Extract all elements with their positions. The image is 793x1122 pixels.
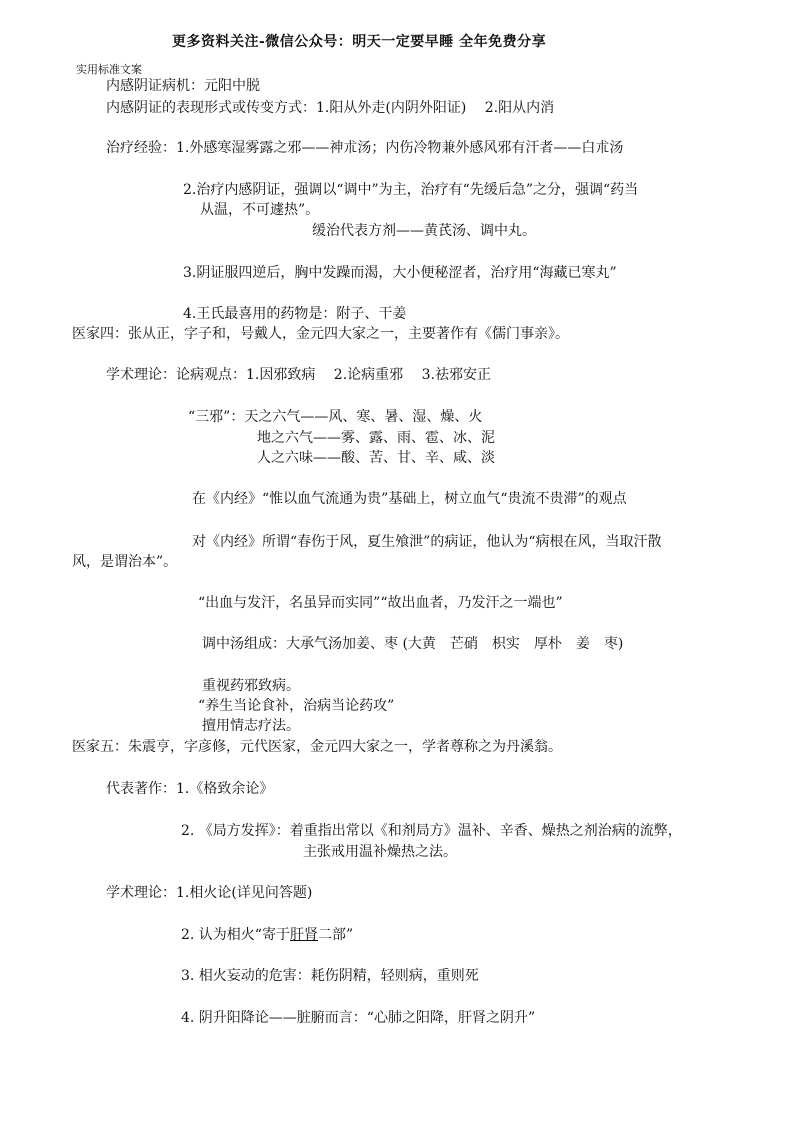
text-segment: 二部”	[317, 927, 354, 943]
text-line: “出血与发汗，名虽异而实同”“故出血者，乃发汗之一端也”	[198, 595, 563, 611]
text-line: 学术理论：1.相火论(详见问答题)	[106, 885, 313, 901]
text-segment: 2. 认为相火“寄于	[181, 927, 290, 943]
text-line: 3. 相火妄动的危害：耗伤阴精，轻则病，重则死	[181, 968, 479, 984]
text-line: “养生当论食补，治病当论药攻”	[198, 698, 395, 714]
text-line: 2.治疗内感阴证，强调以“调中”为主，治疗有“先缓后急”之分，强调“药当	[183, 182, 639, 198]
text-line: 学术理论：论病观点：1.因邪致病 2.论病重邪 3.祛邪安正	[106, 367, 491, 383]
text-line: 缓治代表方剂——黄芪汤、调中丸。	[312, 223, 536, 239]
text-line: 从温，不可遽热”。	[200, 202, 320, 218]
text-line: “三邪”：天之六气——风、寒、暑、湿、燥、火	[188, 409, 483, 425]
text-line: 2. 《局方发挥》：着重指出常以《和剂局方》温补、辛香、燥热之剂治病的流弊，	[181, 823, 682, 839]
text-line: 调中汤组成：大承气汤加姜、枣 (大黄 芒硝 枳实 厚朴 姜 枣)	[202, 636, 624, 652]
text-line	[181, 926, 353, 944]
text-line: 4.王氏最喜用的药物是：附子、干姜	[183, 306, 407, 322]
page-banner: 更多资料关注-微信公众号：明天一定要早睡 全年免费分享	[172, 34, 547, 50]
section-heading: 医家五：朱震亨，字彦修，元代医家，金元四大家之一，学者尊称之为丹溪翁。	[72, 739, 562, 755]
text-line: 人之六味——酸、苦、甘、辛、咸、淡	[257, 450, 495, 466]
text-line: 3.阴证服四逆后，胸中发躁而渴，大小便秘涩者，治疗用“海藏已寒丸”	[183, 265, 617, 281]
page-subtitle: 实用标准文案	[76, 63, 142, 76]
text-line: 内感阴证的表现形式或传变方式：1.阳从外走(内阴外阳证) 2.阳从内消	[106, 100, 555, 116]
text-line: 治疗经验：1.外感寒湿雾露之邪——神朮汤；内伤冷物兼外感风邪有汗者——白朮汤	[106, 140, 624, 156]
section-heading: 医家四：张从正，字子和，号戴人，金元四大家之一，主要著作有《儒门事亲》。	[72, 326, 569, 342]
text-line: 4. 阴升阳降论——脏腑而言：“心肺之阳降，肝肾之阴升”	[181, 1010, 536, 1026]
text-line: 地之六气——雾、露、雨、雹、冰、泥	[257, 430, 495, 446]
text-line: 代表著作：1.《格致余论》	[106, 781, 274, 797]
text-line: 对《内经》所谓“春伤于风，夏生飧泄”的病证，他认为“病根在风，当取汗散	[192, 534, 662, 550]
text-line: 擅用情志疗法。	[202, 718, 300, 734]
text-line: 主张戒用温补燥热之法。	[303, 844, 457, 860]
text-line: 重视药邪致病。	[202, 678, 300, 694]
text-line: 风，是谓治本”。	[72, 554, 178, 570]
text-line: 内感阴证病机：元阳中脱	[106, 78, 260, 94]
underlined-term: 肝肾	[289, 927, 318, 943]
text-line: 在《内经》“惟以血气流通为贵”基础上，树立血气“贵流不贵滞”的观点	[192, 491, 627, 507]
